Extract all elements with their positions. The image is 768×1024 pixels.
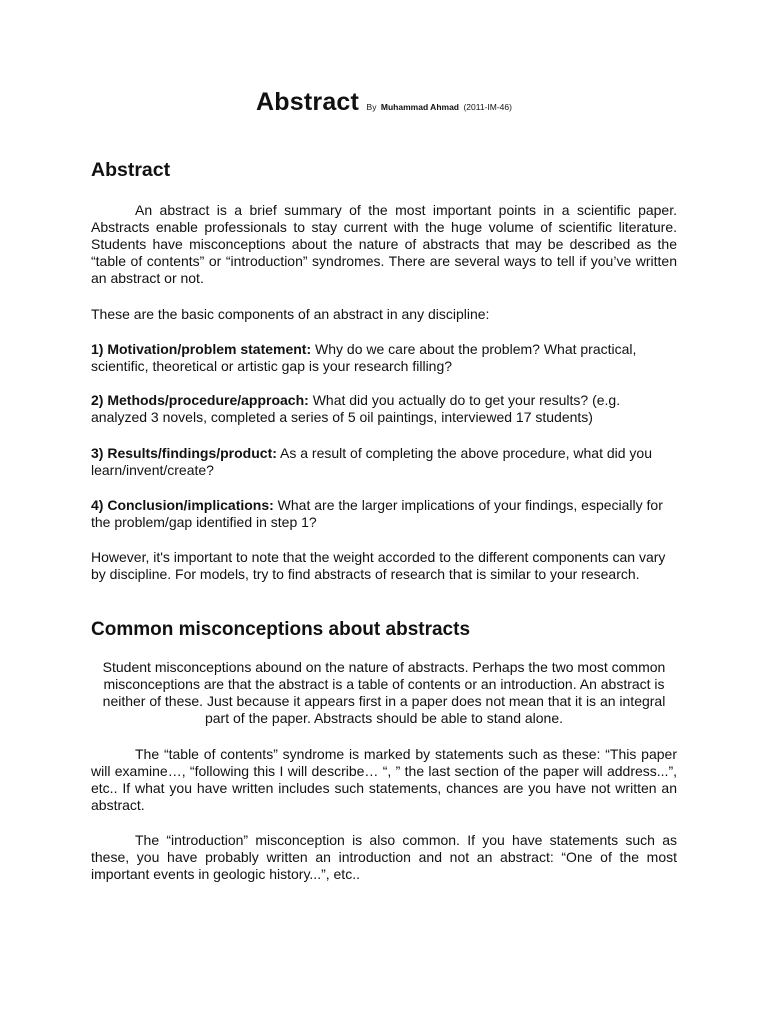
component-conclusion: [91, 497, 677, 531]
section-heading-abstract: Abstract: [91, 159, 171, 181]
component-motivation: [91, 341, 677, 375]
misconceptions-paragraph: Student misconceptions abound on the nature of abstracts. Perhaps the two most common misconceptions are that the abstract is a table of contents or an introduction. An abstract is neither of these. Just because it appears first in a paper does not mean that it is an integral part of the paper. Abstracts should be able to stand alone.: [102, 659, 666, 726]
author-code: (2011-IM-46): [463, 102, 512, 112]
component-methods: [91, 392, 677, 426]
component-text: Why do we care about the problem? What practical, scientific, theoretical or artistic gap is your research filling?: [91, 341, 637, 374]
components-intro: These are the basic components of an abstract in any discipline:: [91, 306, 490, 322]
introduction-misconception-paragraph: The “introduction” misconception is also common. If you have statements such as these, you have probably written an introduction and not an abstract: “One of the most important events in geologic history...”, etc..: [91, 832, 677, 882]
component-text: As a result of completing the above procedure, what did you learn/invent/create?: [91, 445, 653, 478]
byline-prefix: By: [366, 102, 377, 112]
document-title-line: [0, 88, 768, 117]
abstract-intro-paragraph: An abstract is a brief summary of the most important points in a scientific paper. Abstracts enable professionals to stay current with the huge volume of scientific literature. Students have misconceptions about the nature of abstracts that may be described as the “table of contents” or “introduction” syndromes. There are several ways to tell if you’ve written an abstract or not.: [91, 202, 677, 286]
table-of-contents-paragraph: The “table of contents” syndrome is marked by statements such as these: “This paper will examine…, “following this I will describe… “, ” the last section of the paper will address...”, etc.. If what you have written includes such statements, chances are you have not written an abstract.: [91, 746, 677, 813]
section-heading-misconceptions: Common misconceptions about abstracts: [91, 619, 471, 640]
component-label: 4) Conclusion/implications:: [91, 497, 274, 513]
component-text: What are the larger implications of your findings, especially for the problem/gap identified in step 1?: [91, 497, 663, 530]
document-title: Abstract: [256, 88, 360, 116]
discipline-note-paragraph: However, it's important to note that the weight accorded to the different components can vary by discipline. For models, try to find abstracts of research that is similar to your research.: [91, 549, 666, 582]
component-results: [91, 445, 677, 479]
component-text: What did you actually do to get your results? (e.g. analyzed 3 novels, completed a series of 5 oil paintings, interviewed 17 students): [91, 392, 621, 425]
author-name: Muhammad Ahmad: [380, 102, 459, 112]
component-label: 1) Motivation/problem statement:: [91, 341, 312, 357]
component-label: 2) Methods/procedure/approach:: [91, 392, 309, 408]
component-label: 3) Results/findings/product:: [91, 445, 277, 461]
